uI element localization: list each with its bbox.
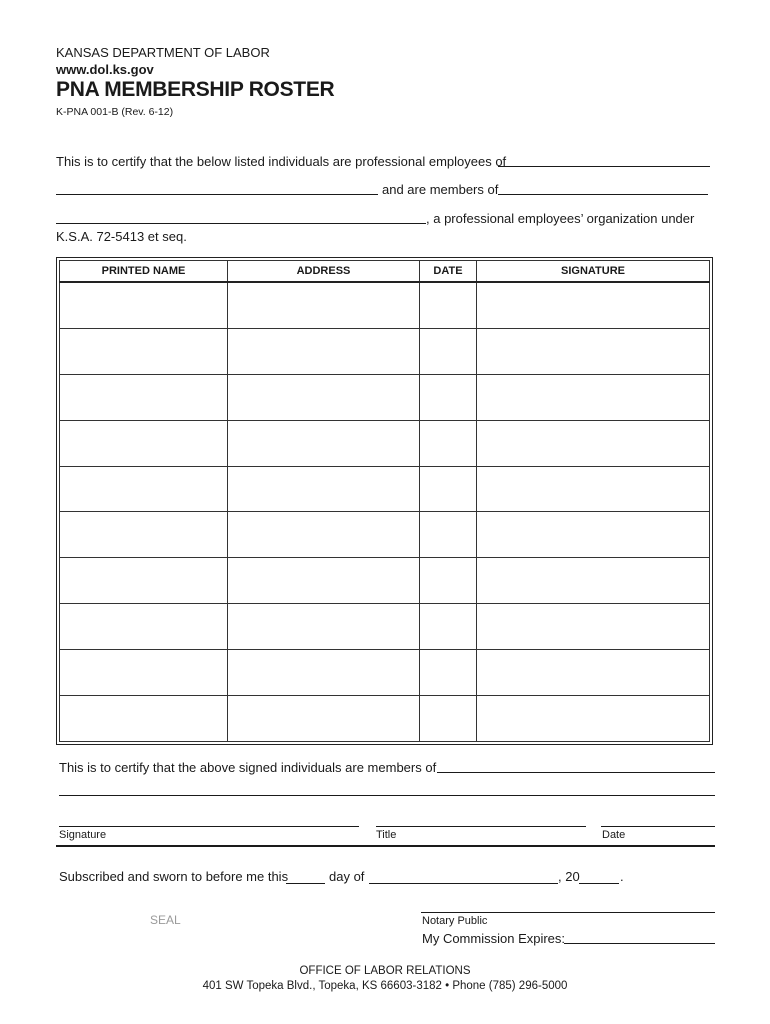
address-cell[interactable] <box>228 282 420 328</box>
roster-table <box>59 260 710 742</box>
footer-office: OFFICE OF LABOR RELATIONS <box>299 965 471 977</box>
signature-label: Signature <box>59 829 107 841</box>
address-cell[interactable] <box>228 696 420 742</box>
footer-address: 401 SW Topeka Blvd., Topeka, KS 66603-3182 • Phone (785) 296-5000 <box>202 980 568 992</box>
date-cell[interactable] <box>420 282 477 328</box>
signature-cell[interactable] <box>477 650 710 696</box>
signature-cell[interactable] <box>477 558 710 604</box>
signature-cell[interactable] <box>477 328 710 374</box>
website-url: www.dol.ks.gov <box>56 62 154 77</box>
date-cell[interactable] <box>420 328 477 374</box>
address-cell[interactable] <box>228 512 420 558</box>
table-row <box>60 604 710 650</box>
table-row <box>60 374 710 420</box>
table-row <box>60 466 710 512</box>
table-row <box>60 558 710 604</box>
table-row <box>60 512 710 558</box>
signature-line[interactable] <box>59 826 359 827</box>
table-row <box>60 650 710 696</box>
day-blank[interactable] <box>286 883 325 884</box>
date-cell[interactable] <box>420 650 477 696</box>
printed-name-cell[interactable] <box>60 604 228 650</box>
date-cell[interactable] <box>420 420 477 466</box>
seal-label: SEAL <box>150 913 181 927</box>
date-cell[interactable] <box>420 558 477 604</box>
address-cell[interactable] <box>228 466 420 512</box>
organization-name-blank[interactable] <box>56 223 426 224</box>
date-line[interactable] <box>601 826 715 827</box>
day-of-text: day of <box>329 869 365 884</box>
table-row <box>60 328 710 374</box>
cert-line-4: K.S.A. 72-5413 et seq. <box>56 229 187 244</box>
title-line[interactable] <box>376 826 586 827</box>
commission-expires-blank[interactable] <box>564 943 715 944</box>
table-row <box>60 696 710 742</box>
signature-cell[interactable] <box>477 696 710 742</box>
form-number: K-PNA 001-B (Rev. 6-12) <box>56 106 174 118</box>
attestation-text: This is to certify that the above signed individuals are members of <box>59 760 437 775</box>
signature-cell[interactable] <box>477 512 710 558</box>
address-cell[interactable] <box>228 374 420 420</box>
employer-blank[interactable] <box>498 166 710 167</box>
table-row <box>60 282 710 328</box>
date-cell[interactable] <box>420 466 477 512</box>
printed-name-cell[interactable] <box>60 650 228 696</box>
date-cell[interactable] <box>420 696 477 742</box>
date-cell[interactable] <box>420 604 477 650</box>
address-cell[interactable] <box>228 650 420 696</box>
notary-public-label: Notary Public <box>422 915 488 927</box>
printed-name-cell[interactable] <box>60 374 228 420</box>
column-header-printed-name: PRINTED NAME <box>60 261 228 283</box>
signature-cell[interactable] <box>477 466 710 512</box>
attestation-continuation-blank[interactable] <box>59 795 715 796</box>
employer-name-blank[interactable] <box>56 194 378 195</box>
printed-name-cell[interactable] <box>60 696 228 742</box>
address-cell[interactable] <box>228 558 420 604</box>
year-blank[interactable] <box>579 883 619 884</box>
section-divider <box>56 845 715 847</box>
roster-header-row <box>60 261 710 283</box>
year-prefix: , 20 <box>558 869 580 884</box>
printed-name-cell[interactable] <box>60 420 228 466</box>
column-header-address: ADDRESS <box>228 261 420 283</box>
printed-name-cell[interactable] <box>60 512 228 558</box>
attestation-organization-blank[interactable] <box>437 772 715 773</box>
notary-signature-line[interactable] <box>421 912 715 913</box>
title-label: Title <box>376 829 397 841</box>
organization-blank[interactable] <box>498 194 708 195</box>
printed-name-cell[interactable] <box>60 558 228 604</box>
roster-table-frame <box>56 257 713 745</box>
month-blank[interactable] <box>369 883 558 884</box>
printed-name-cell[interactable] <box>60 466 228 512</box>
address-cell[interactable] <box>228 604 420 650</box>
date-cell[interactable] <box>420 374 477 420</box>
column-header-date: DATE <box>420 261 477 283</box>
cert-line-3: , a professional employees’ organization under <box>426 211 695 226</box>
printed-name-cell[interactable] <box>60 282 228 328</box>
cert-line-1: This is to certify that the below listed individuals are professional employees of <box>56 154 507 169</box>
signature-cell[interactable] <box>477 374 710 420</box>
commission-label: My Commission Expires: <box>422 931 566 946</box>
printed-name-cell[interactable] <box>60 328 228 374</box>
signature-cell[interactable] <box>477 282 710 328</box>
signature-cell[interactable] <box>477 420 710 466</box>
signature-cell[interactable] <box>477 604 710 650</box>
cert-line-2: and are members of <box>382 182 499 197</box>
year-suffix: . <box>620 869 624 884</box>
date-label: Date <box>602 829 626 841</box>
address-cell[interactable] <box>228 420 420 466</box>
date-cell[interactable] <box>420 512 477 558</box>
address-cell[interactable] <box>228 328 420 374</box>
form-title: PNA MEMBERSHIP ROSTER <box>56 78 335 101</box>
table-row <box>60 420 710 466</box>
subscribed-text: Subscribed and sworn to before me this <box>59 869 289 884</box>
department-name: KANSAS DEPARTMENT OF LABOR <box>56 45 270 60</box>
column-header-signature: SIGNATURE <box>477 261 710 283</box>
